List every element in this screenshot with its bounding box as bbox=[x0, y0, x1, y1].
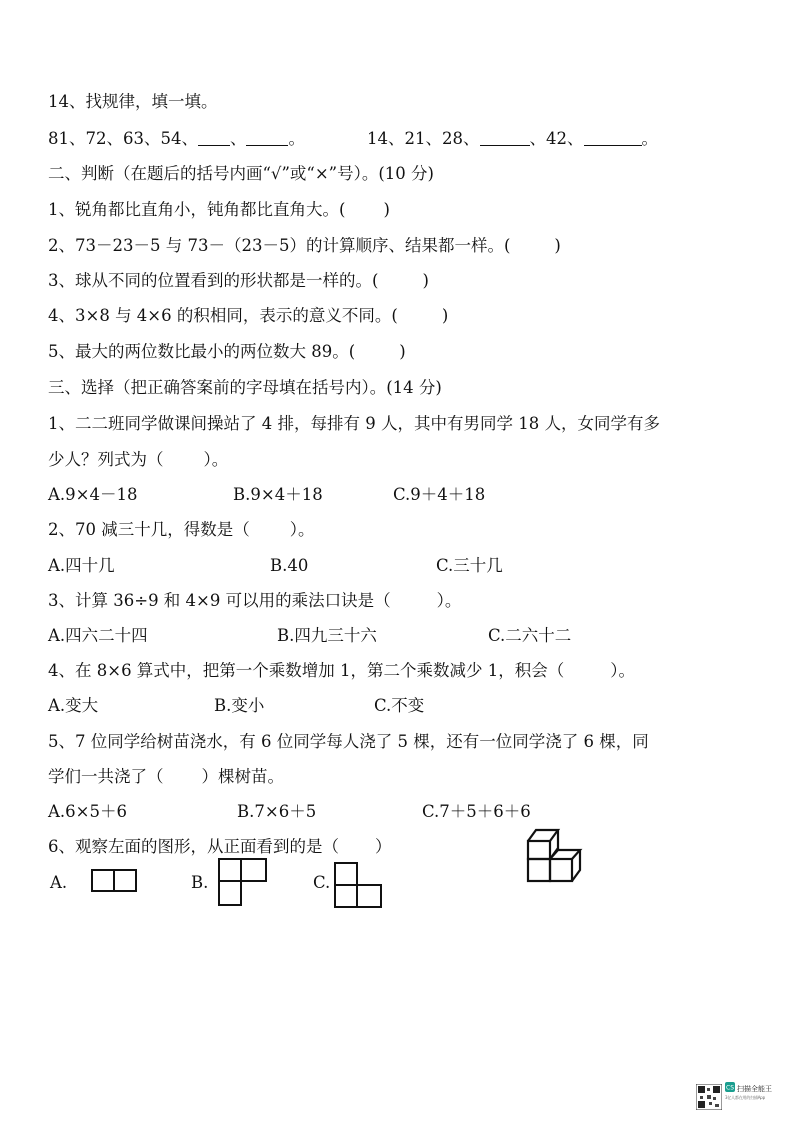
choice-q4-option-a[interactable]: A.变大 bbox=[48, 696, 99, 715]
q14-blank-1[interactable] bbox=[198, 129, 230, 146]
judge-item-2-text: 2、73－23－5 与 73－（23－5）的计算顺序、结果都一样。( bbox=[48, 236, 511, 255]
choice-q2-option-a[interactable]: A.四十几 bbox=[48, 556, 115, 575]
judge-item-3-text: 3、球从不同的位置看到的形状都是一样的。( bbox=[48, 271, 379, 290]
q14-sequence-2 bbox=[367, 128, 658, 150]
choice-q5-option-a[interactable]: A.6×5＋6 bbox=[48, 802, 127, 821]
choice-q1-option-c[interactable]: C.9＋4＋18 bbox=[393, 485, 486, 504]
choice-q6-end: ） bbox=[375, 837, 392, 856]
choice-q1-line1: 1、二二班同学做课间操站了 4 排，每排有 9 人，其中有男同学 18 人，女同学有多 bbox=[48, 414, 660, 433]
q14-end-1: 。 bbox=[288, 129, 305, 148]
section2-header: 二、判断（在题后的括号内画“√”或“×”号）。(10 分) bbox=[48, 164, 434, 183]
judge-item-5-close: ) bbox=[399, 342, 406, 361]
q14-seq2-mid: 、42、 bbox=[529, 129, 584, 148]
choice-q6-text: 6、观察左面的图形，从正面看到的是（ bbox=[48, 837, 339, 856]
q14-seq1: 81、72、63、54、 bbox=[48, 129, 198, 148]
judge-item-2[interactable] bbox=[48, 235, 561, 257]
judge-item-1-text: 1、锐角都比直角小，钝角都比直角大。( bbox=[48, 200, 346, 219]
option-a-shape bbox=[90, 868, 138, 894]
judge-item-1[interactable] bbox=[48, 199, 390, 221]
choice-q2-end: ）。 bbox=[289, 520, 315, 539]
choice-q1-line2-text: 少人？列式为（ bbox=[48, 450, 164, 469]
judge-item-3-close: ) bbox=[422, 271, 429, 290]
q14-blank-4[interactable] bbox=[584, 129, 642, 146]
choice-q2-option-c[interactable]: C.三十几 bbox=[436, 556, 503, 575]
section3-header: 三、选择（把正确答案前的字母填在括号内）。(14 分) bbox=[48, 378, 442, 397]
choice-q5-line1: 5、7 位同学给树苗浇水，有 6 位同学每人浇了 5 棵，还有一位同学浇了 6 棵，同 bbox=[48, 732, 649, 751]
choice-q3[interactable] bbox=[48, 590, 461, 612]
choice-q4-option-b[interactable]: B.变小 bbox=[214, 696, 265, 715]
choice-q3-option-c[interactable]: C.二六十二 bbox=[488, 626, 572, 645]
q14-blank-3[interactable] bbox=[480, 129, 530, 146]
q14-sep: 、 bbox=[229, 129, 247, 148]
judge-item-5-text: 5、最大的两位数比最小的两位数大 89。( bbox=[48, 342, 356, 361]
judge-item-5[interactable] bbox=[48, 341, 406, 363]
choice-q5-line2-text: 学们一共浇了（ bbox=[48, 767, 164, 786]
judge-item-4-close: ) bbox=[441, 306, 449, 325]
choice-q4-end: ）。 bbox=[610, 661, 636, 680]
judge-item-1-close: ) bbox=[383, 200, 390, 219]
option-b-shape bbox=[216, 856, 270, 908]
choice-q5-line2[interactable] bbox=[48, 766, 284, 788]
judge-item-3[interactable] bbox=[48, 270, 429, 292]
cube-top-front bbox=[528, 841, 550, 859]
choice-q1-option-b[interactable]: B.9×4＋18 bbox=[233, 485, 323, 504]
svg-text:CS: CS bbox=[726, 1084, 734, 1092]
choice-q1-line2[interactable] bbox=[48, 449, 228, 471]
judge-item-2-close: ) bbox=[554, 236, 561, 255]
choice-q3-text: 3、计算 36÷9 和 4×9 可以用的乘法口诀是（ bbox=[48, 591, 391, 610]
choice-q1-line2-end: ）。 bbox=[203, 450, 229, 469]
choice-q5-option-b[interactable]: B.7×6＋5 bbox=[237, 802, 317, 821]
choice-q6[interactable] bbox=[48, 836, 392, 858]
scanner-label: 扫描全能王 bbox=[737, 1085, 772, 1093]
choice-q4[interactable] bbox=[48, 660, 635, 682]
judge-item-4[interactable] bbox=[48, 305, 448, 327]
q14-blank-2[interactable] bbox=[246, 129, 288, 146]
q14-end-2: 。 bbox=[641, 129, 658, 148]
choice-q5-option-c[interactable]: C.7＋5＋6＋6 bbox=[422, 802, 531, 821]
choice-q4-text: 4、在 8×6 算式中，把第一个乘数增加 1，第二个乘数减少 1，积会（ bbox=[48, 661, 565, 680]
choice-q2-text: 2、70 减三十几，得数是（ bbox=[48, 520, 250, 539]
choice-q2-option-b[interactable]: B.40 bbox=[270, 556, 309, 575]
choice-q6-option-b[interactable]: B. bbox=[191, 873, 209, 892]
cube-stack-figure bbox=[524, 826, 588, 886]
choice-q2[interactable] bbox=[48, 519, 315, 541]
q14-sequences bbox=[48, 128, 305, 150]
choice-q6-option-c[interactable]: C. bbox=[313, 873, 331, 892]
choice-q5-line2-end: ）棵树苗。 bbox=[201, 767, 284, 786]
choice-q3-option-a[interactable]: A.四六二十四 bbox=[48, 626, 148, 645]
scanner-sub: 3亿人都在用的扫描App bbox=[725, 1095, 765, 1100]
cube-bottom-right-front bbox=[550, 859, 572, 881]
option-c-shape bbox=[332, 860, 384, 910]
camscanner-logo-icon bbox=[725, 1082, 735, 1092]
q14-seq2-start: 14、21、28、 bbox=[367, 129, 480, 148]
q14-title: 14、找规律，填一填。 bbox=[48, 92, 218, 111]
cube-bottom-left-front bbox=[528, 859, 550, 881]
choice-q6-option-a[interactable]: A. bbox=[50, 873, 68, 892]
judge-item-4-text: 4、3×8 与 4×6 的积相同，表示的意义不同。( bbox=[48, 306, 398, 325]
choice-q1-option-a[interactable]: A.9×4－18 bbox=[48, 485, 138, 504]
qr-code-icon bbox=[696, 1084, 722, 1110]
choice-q3-end: ）。 bbox=[436, 591, 462, 610]
scanner-watermark bbox=[694, 1082, 784, 1112]
choice-q4-option-c[interactable]: C.不变 bbox=[374, 696, 425, 715]
choice-q3-option-b[interactable]: B.四九三十六 bbox=[277, 626, 377, 645]
